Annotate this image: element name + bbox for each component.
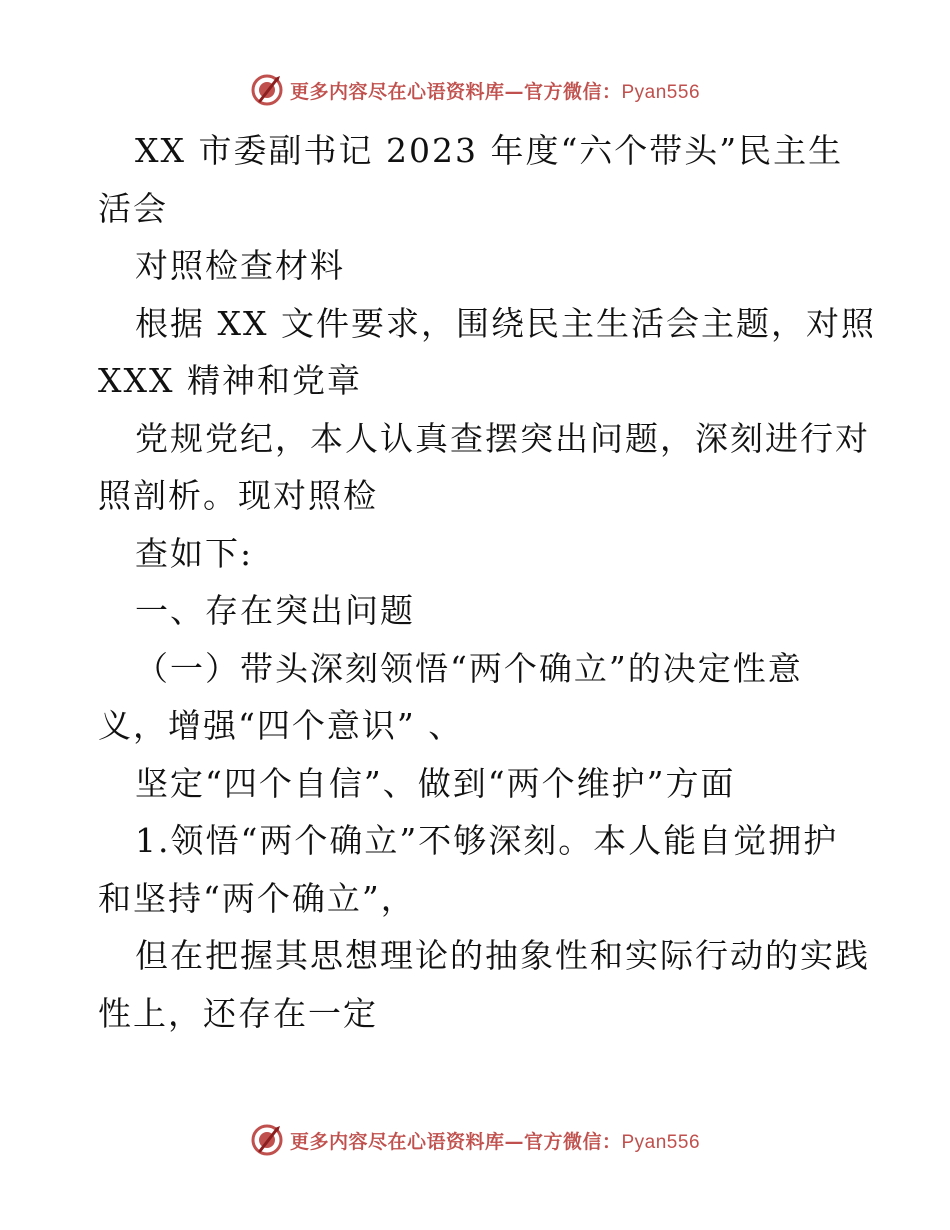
watermark-text-cn: 更多内容尽在心语资料库—官方微信： [289,80,622,103]
text-line: 党规党纪，本人认真查摆突出问题，深刻进行对 [135,418,870,458]
text-line: 根据 XX 文件要求，围绕民主生活会主题，对照 [135,303,876,343]
watermark-wechat-id: Pyan556 [621,1131,701,1153]
text-line: 查如下: [135,533,254,573]
watermark-header [0,70,950,110]
watermark-footer [0,1120,950,1160]
text-line: 坚定“四个自信”、做到“两个维护”方面 [135,763,736,803]
text-line: 但在把握其思想理论的抽象性和实际行动的实践 [135,936,870,975]
text-line: 义，增强“四个意识” 、 [98,706,464,745]
text-line: 1.领悟“两个确立”不够深刻。本人能自觉拥护 [135,821,839,860]
text-line: XXX 精神和党章 [98,361,362,400]
watermark-wechat-id: Pyan556 [621,81,701,103]
text-line: 一、存在突出问题 [135,591,415,630]
text-line: （一）带头深刻领悟“两个确立”的决定性意 [135,648,803,688]
document-body [98,122,876,1042]
text-line: 活会 [98,188,168,228]
text-line: 和坚持“两个确立”， [98,878,416,918]
text-line: 照剖析。现对照检 [98,476,378,515]
text-line: 性上，还存在一定 [98,993,378,1033]
quill-pen-seal-icon [250,1123,284,1157]
watermark-text-cn: 更多内容尽在心语资料库—官方微信： [289,1130,622,1153]
text-line: XX 市委副书记 2023 年度“六个带头”民主生 [135,131,844,170]
watermark-text [290,1127,700,1154]
watermark-text [290,77,700,104]
quill-pen-seal-icon [250,73,284,107]
text-line: 对照检查材料 [135,246,345,285]
